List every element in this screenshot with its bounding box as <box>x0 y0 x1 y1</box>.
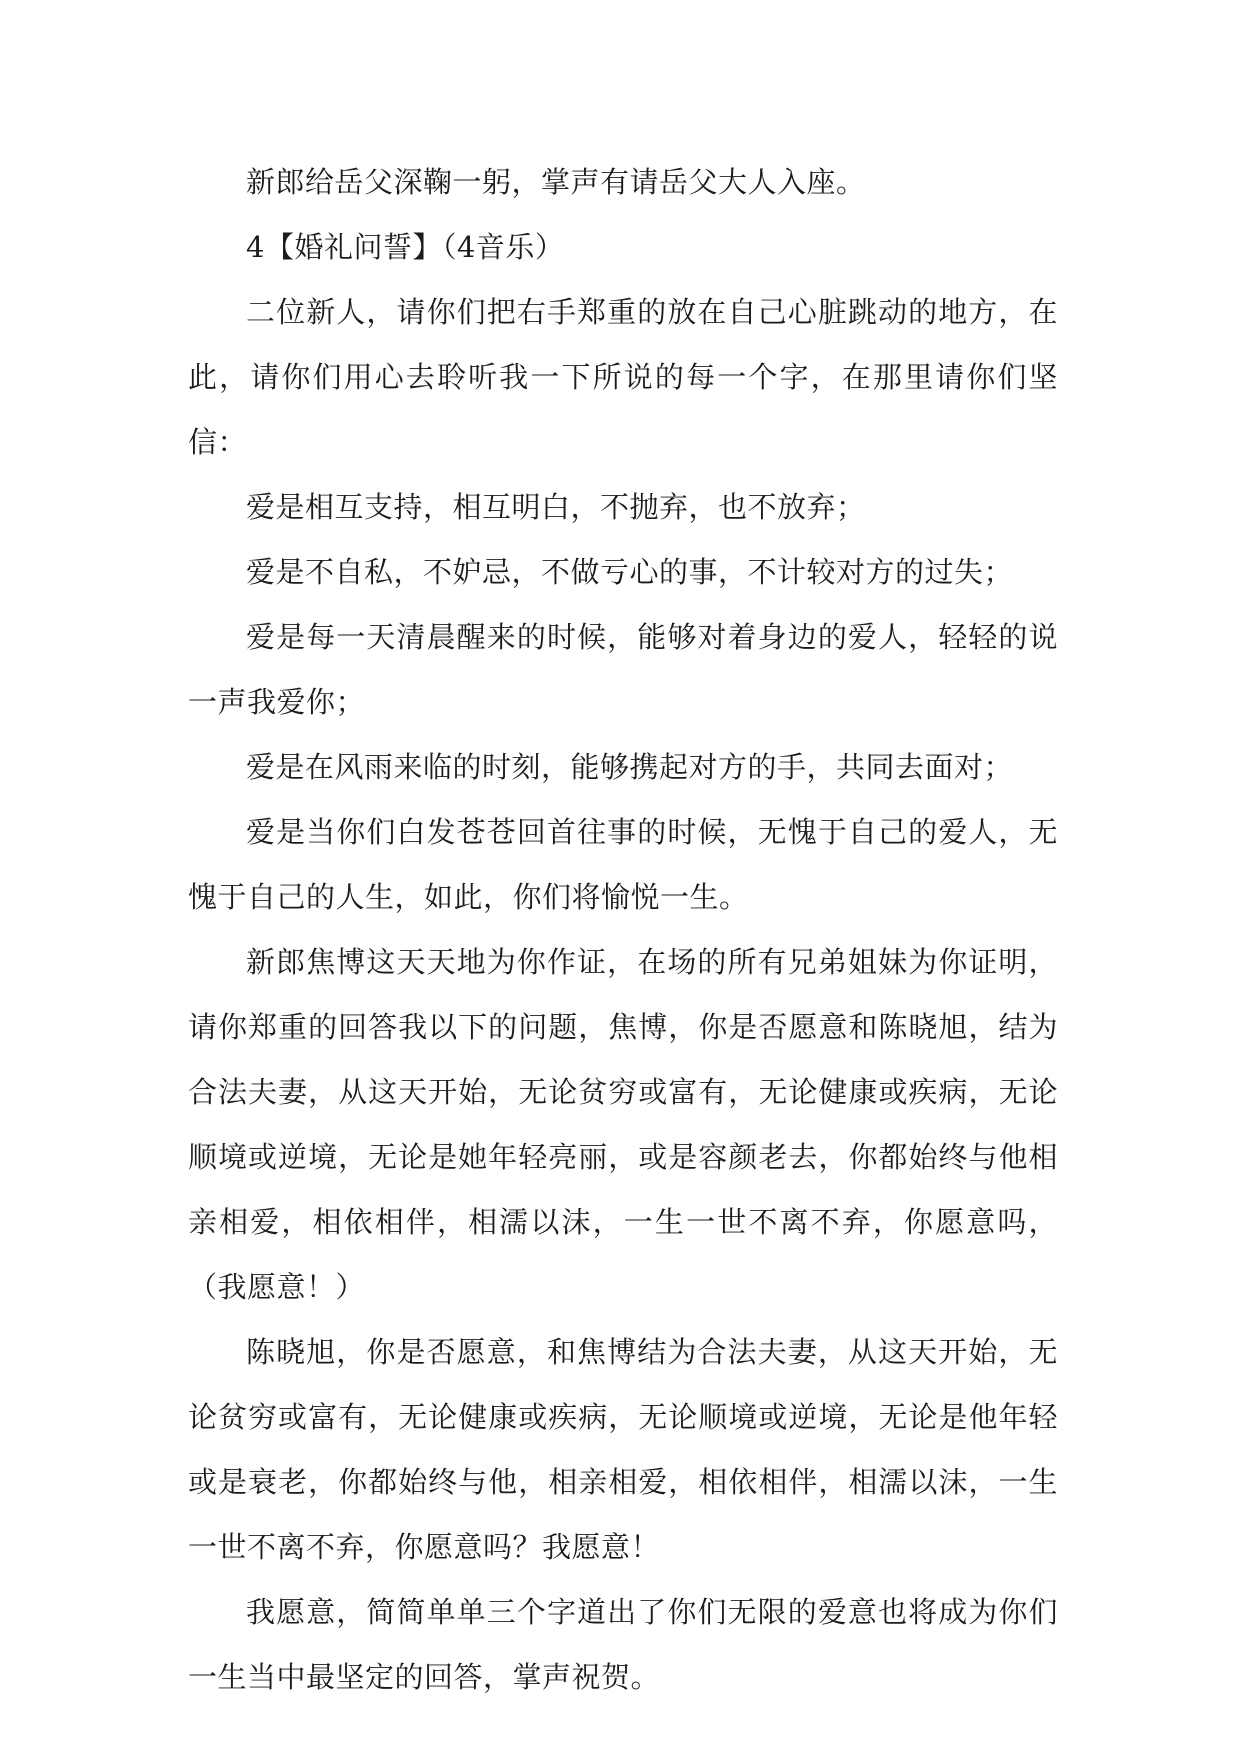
paragraph-love-3: 爱是每一天清晨醒来的时候，能够对着身边的爱人，轻轻的说一声我爱你； <box>188 620 1058 719</box>
paragraph-love-4: 爱是在风雨来临的时刻，能够携起对方的手，共同去面对； <box>246 750 1014 784</box>
paragraph-bow: 新郎给岳父深鞠一躬，掌声有请岳父大人入座。 <box>246 165 866 199</box>
document-body <box>188 150 1058 1710</box>
paragraph-love-5: 爱是当你们白发苍苍回首往事的时候，无愧于自己的爱人，无愧于自己的人生，如此，你们将愉悦一生。 <box>188 815 1058 914</box>
paragraph-bride-vow: 陈晓旭，你是否愿意，和焦博结为合法夫妻，从这天开始，无论贫穷或富有，无论健康或疾病，无论顺境或逆境，无论是他年轻或是衰老，你都始终与他，相亲相爱，相依相伴，相濡以沫，一生一世不离不弃，你愿意吗？我愿意！ <box>188 1335 1058 1564</box>
section-heading-vows: 4【婚礼问誓】（4音乐） <box>246 230 565 264</box>
paragraph-love-2: 爱是不自私，不妒忌，不做亏心的事，不计较对方的过失； <box>246 555 1014 589</box>
paragraph-closing: 我愿意，简简单单三个字道出了你们无限的爱意也将成为你们一生当中最坚定的回答，掌声祝贺。 <box>188 1595 1058 1694</box>
paragraph-intro: 二位新人，请你们把右手郑重的放在自己心脏跳动的地方，在此，请你们用心去聆听我一下所说的每一个字，在那里请你们坚信： <box>188 295 1058 459</box>
paragraph-love-1: 爱是相互支持，相互明白，不抛弃，也不放弃； <box>246 490 866 524</box>
paragraph-groom-vow: 新郎焦博这天天地为你作证，在场的所有兄弟姐妹为你证明，请你郑重的回答我以下的问题，焦博，你是否愿意和陈晓旭，结为合法夫妻，从这天开始，无论贫穷或富有，无论健康或疾病，无论顺境或逆境，无论是她年轻亮丽，或是容颜老去，你都始终与他相亲相爱，相依相伴，相濡以沫，一生一世不离不弃，你愿意吗，（我愿意！） <box>188 945 1058 1304</box>
